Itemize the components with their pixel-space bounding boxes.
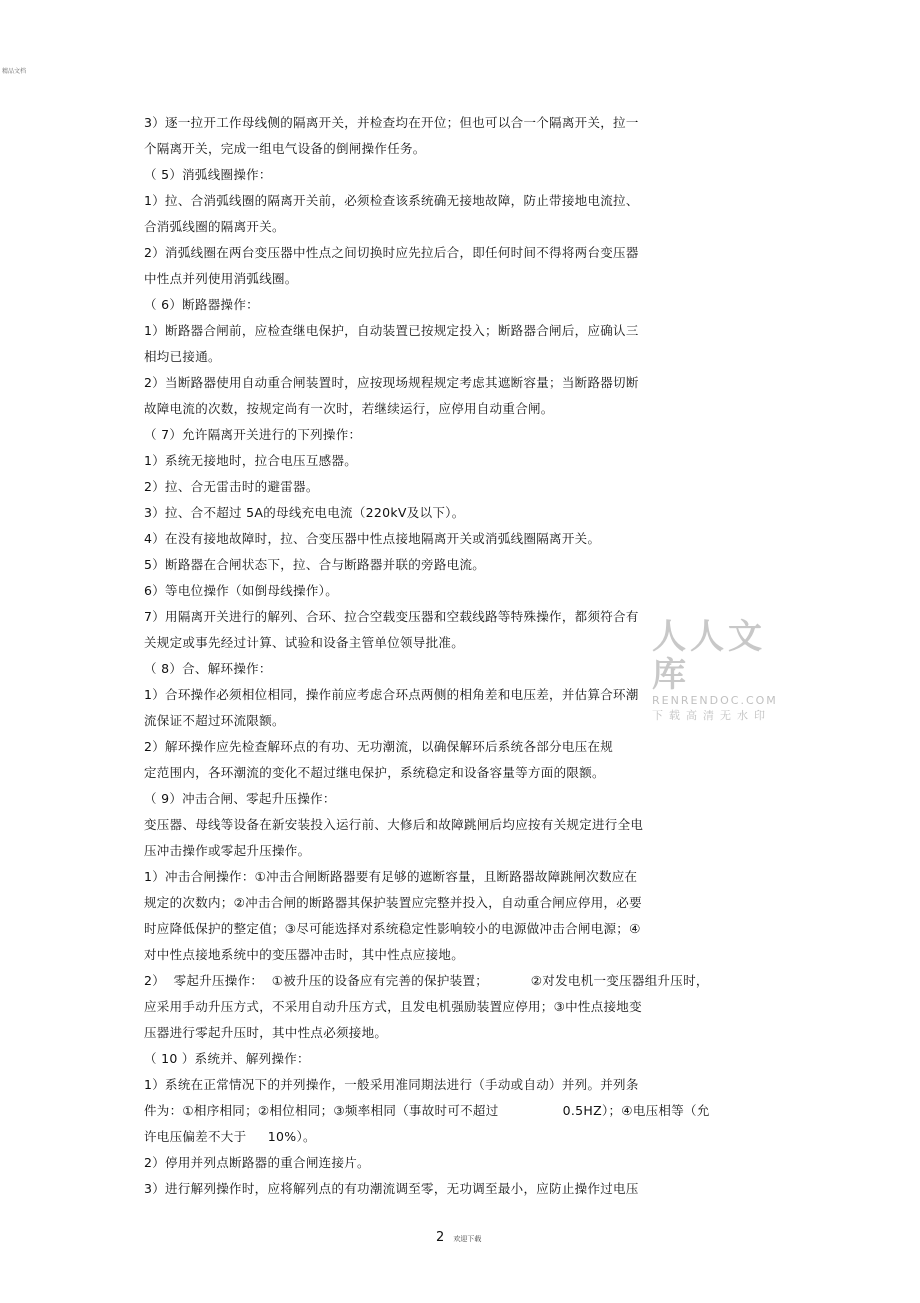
text-line: 关规定或事先经过计算、试验和设备主管单位领导批准。: [144, 635, 465, 650]
text-line: 规定的次数内；②冲击合闸的断路器其保护装置应完整并投入，自动重合闸应停用，必要: [144, 895, 642, 910]
text-line: （ 9）冲击合闸、零起升压操作：: [144, 791, 336, 806]
text-line: 1）系统无接地时，拉合电压互感器。: [144, 453, 358, 468]
text-line: 压器进行零起升压时，其中性点必须接地。: [144, 1025, 388, 1040]
watermark-subtitle: 下载高清无水印: [652, 709, 771, 722]
text-line: （ 5）消弧线圈操作：: [144, 167, 272, 182]
text-line: （ 10 ）系统并、解列操作：: [144, 1051, 310, 1066]
text-line: 许电压偏差不大于 10%）。: [144, 1129, 316, 1144]
text-line: 3）拉、合不超过 5A的母线充电电流（220kV及以下）。: [144, 505, 465, 520]
text-line: 时应降低保护的整定值；③尽可能选择对系统稳定性影响较小的电源做冲击合闸电源；④: [144, 921, 641, 936]
text-line: 2）解环操作应先检查解环点的有功、无功潮流，以确保解环后系统各部分电压在规: [144, 739, 614, 754]
text-line: 1）合环操作必须相位相同，操作前应考虑合环点两侧的相角差和电压差，并估算合环潮: [144, 687, 639, 702]
text-line: 6）等电位操作（如倒母线操作）。: [144, 583, 339, 598]
page-number: 2: [436, 1230, 445, 1245]
text-line: 3）进行解列操作时，应将解列点的有功潮流调至零，无功调至最小，应防止操作过电压: [144, 1181, 639, 1196]
watermark-title: 人人文库: [652, 617, 766, 695]
text-line: 2）当断路器使用自动重合闸装置时，应按现场规程规定考虑其遮断容量；当断路器切断: [144, 375, 639, 390]
footer-text: 欢迎下载: [453, 1235, 482, 1243]
text-line: 2）停用并列点断路器的重合闸连接片。: [144, 1155, 370, 1170]
watermark: [652, 617, 778, 724]
text-line: 变压器、母线等设备在新安装投入运行前、大修后和故障跳闸后均应按有关规定进行全电: [144, 817, 644, 832]
text-line: 2）消弧线圈在两台变压器中性点之间切换时应先拉后合，即任何时间不得将两台变压器: [144, 245, 639, 260]
text-line: 合消弧线圈的隔离开关。: [144, 219, 285, 234]
text-line: 故障电流的次数，按规定尚有一次时，若继续运行，应停用自动重合闸。: [144, 401, 554, 416]
text-line: 1）断路器合闸前，应检查继电保护，自动装置已按规定投入；断路器合闸后，应确认三: [144, 323, 639, 338]
text-line: 1）拉、合消弧线圈的隔离开关前，必须检查该系统确无接地故障，防止带接地电流拉、: [144, 193, 639, 208]
text-line: （ 8）合、解环操作：: [144, 661, 272, 676]
text-line: 定范围内，各环潮流的变化不超过继电保护，系统稳定和设备容量等方面的限额。: [144, 765, 605, 780]
text-line: 2） 零起升压操作： ①被升压的设备应有完善的保护装置； ②对发电机一变压器组升压时，: [144, 973, 709, 988]
text-line: 1）冲击合闸操作：①冲击合闸断路器要有足够的遮断容量，且断路器故障跳闸次数应在: [144, 869, 638, 884]
header-note: 精品文档: [2, 68, 27, 75]
text-line: 相均已接通。: [144, 349, 221, 364]
text-line: 件为：①相序相同；②相位相同；③频率相同（事故时可不超过 0.5HZ）；④电压相等（允: [144, 1103, 710, 1118]
text-line: 中性点并列使用消弧线圈。: [144, 271, 298, 286]
text-line: 5）断路器在合闸状态下，拉、合与断路器并联的旁路电流。: [144, 557, 486, 572]
page-footer: [436, 1226, 481, 1245]
text-line: （ 6）断路器操作：: [144, 297, 259, 312]
text-line: 应采用手动升压方式，不采用自动升压方式，且发电机强励装置应停用；③中性点接地变: [144, 999, 642, 1014]
text-line: 4）在没有接地故障时，拉、合变压器中性点接地隔离开关或消弧线圈隔离开关。: [144, 531, 601, 546]
text-line: 压冲击操作或零起升压操作。: [144, 843, 311, 858]
text-line: 个隔离开关，完成一组电气设备的倒闸操作任务。: [144, 141, 426, 156]
text-line: 2）拉、合无雷击时的避雷器。: [144, 479, 319, 494]
watermark-url: RENRENDOC.COM: [652, 694, 778, 707]
text-line: （ 7）允许隔离开关进行的下列操作：: [144, 427, 362, 442]
text-line: 1）系统在正常情况下的并列操作，一般采用准同期法进行（手动或自动）并列。并列条: [144, 1077, 639, 1092]
text-line: 3）逐一拉开工作母线侧的隔离开关，并检查均在开位；但也可以合一个隔离开关，拉一: [144, 115, 639, 130]
text-line: 流保证不超过环流限额。: [144, 713, 285, 728]
text-line: 7）用隔离开关进行的解列、合环、拉合空载变压器和空载线路等特殊操作，都须符合有: [144, 609, 639, 624]
text-line: 对中性点接地系统中的变压器冲击时，其中性点应接地。: [144, 947, 465, 962]
